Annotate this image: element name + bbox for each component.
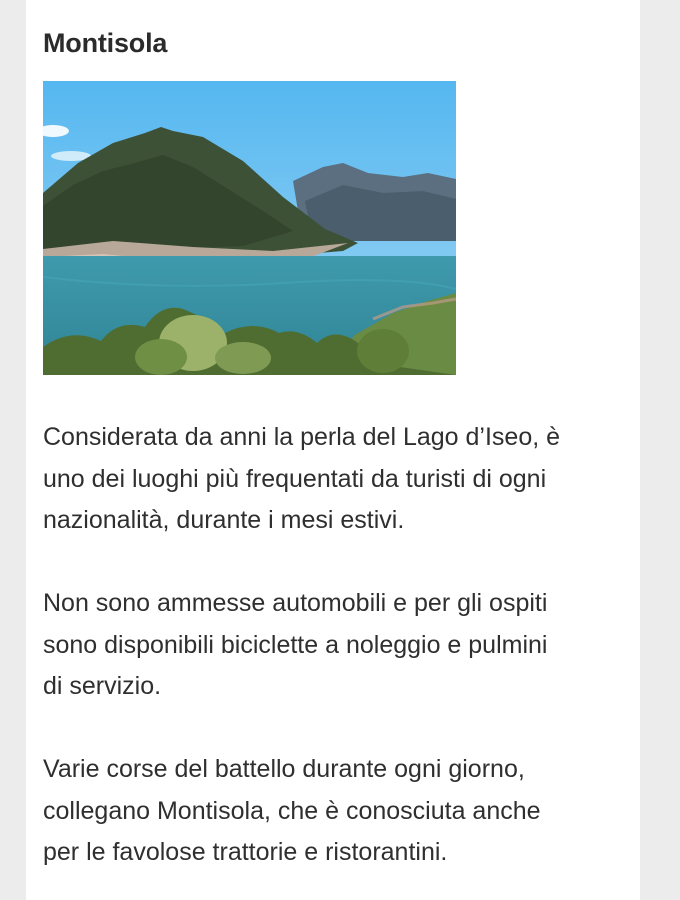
- article-page: [26, 0, 640, 900]
- article-photo[interactable]: [43, 81, 456, 375]
- article-title: Montisola: [43, 28, 168, 58]
- article-paragraph: Non sono ammesse automobili e per gli ospiti sono disponibili biciclette a noleggio e pulmini di servizio.: [43, 589, 548, 700]
- article-paragraph: Varie corse del battello durante ogni giorno, collegano Montisola, che è conosciuta anche per le favolose trattorie e ristorantini.: [43, 755, 541, 866]
- article-paragraph: Considerata da anni la perla del Lago d’Iseo, è uno dei luoghi più frequentati da turisti di ogni nazionalità, durante i mesi estivi.: [43, 423, 561, 534]
